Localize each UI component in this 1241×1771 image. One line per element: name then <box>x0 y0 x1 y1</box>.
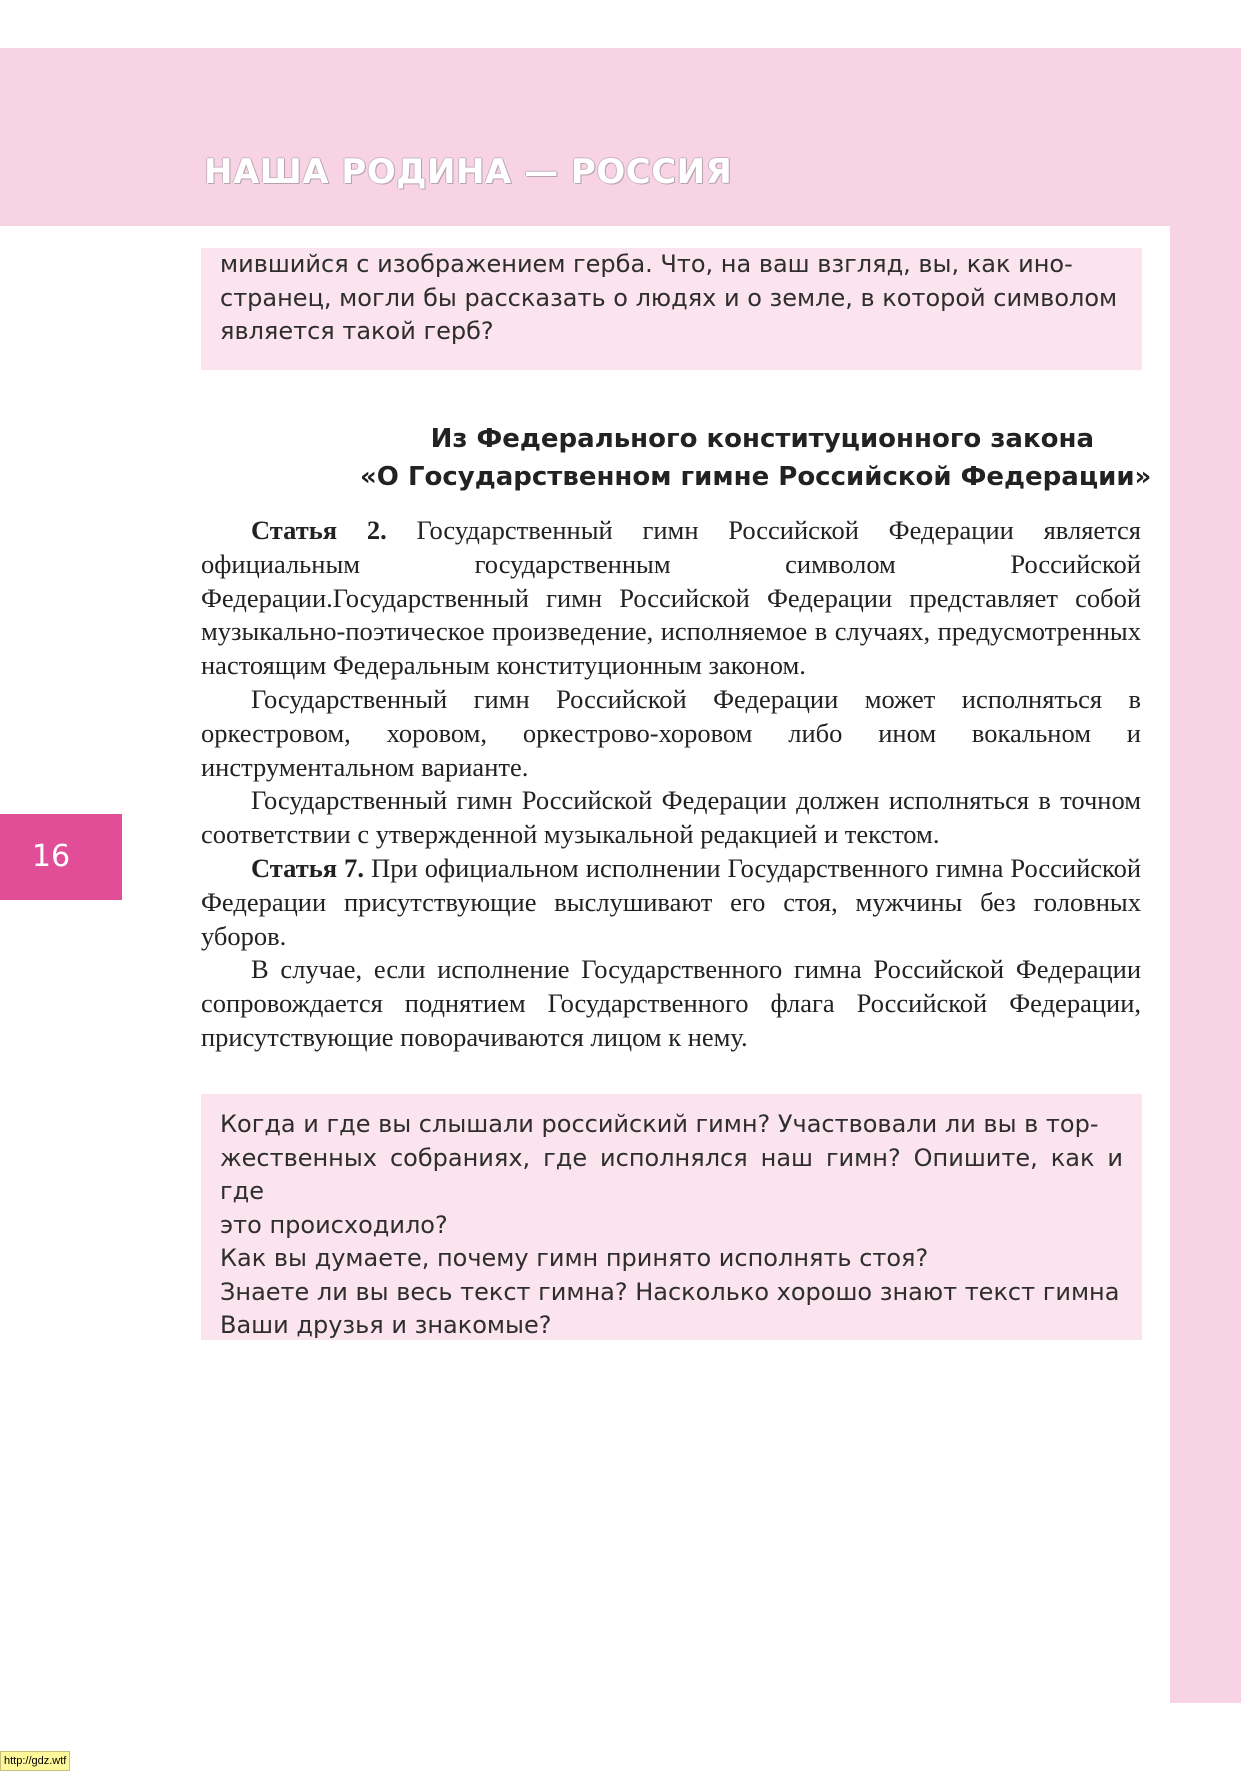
question-line: Знаете ли вы весь текст гимна? Насколько хорошо знают текст гимна <box>220 1277 1120 1306</box>
paragraph-text: Государственный гимн Российской Федерации должен исполняться в точном соответствии с утвержденной музыкальной редакцией и текстом. <box>201 785 1141 850</box>
question-line: является такой герб? <box>220 317 494 345</box>
page-number-tab: 16 <box>0 814 122 900</box>
paragraph-text: При официальном исполнении Государственного гимна Российской Федерации присутствующие выслушивают его стоя, мужчины без головных уборов. <box>201 852 1142 951</box>
article-label: Статья 2. <box>251 515 387 545</box>
law-paragraph <box>201 683 1141 784</box>
law-paragraph <box>201 784 1141 852</box>
law-paragraph <box>201 852 1141 953</box>
law-heading-line-1: Из Федерального конституционного закона <box>430 424 1094 454</box>
header-band <box>0 48 1241 226</box>
question-line: это происходило? <box>220 1210 448 1239</box>
paragraph-text: Государственный гимн Российской Федерации может исполняться в оркестровом, хоровом, оркестрово-хоровом либо ином вокальном и инструментальном варианте. <box>201 683 1141 782</box>
question-line: Как вы думаете, почему гимн принято исполнять стоя? <box>220 1244 929 1272</box>
question-box-bottom <box>201 1094 1142 1340</box>
right-margin-band <box>1170 48 1241 1703</box>
paragraph-text: В случае, если исполнение Государственного гимна Российской Федерации сопровождается поднятием Государственного флага Российской Федерации, присутствующие поворачиваются лицом к нему. <box>201 954 1141 1052</box>
law-heading <box>360 420 1152 496</box>
question-line: странец, могли бы рассказать о людях и о земле, в которой символом <box>220 283 1118 312</box>
law-paragraph <box>201 953 1141 1054</box>
question-box-top <box>201 248 1142 370</box>
paragraph-text: Государственный гимн Российской Федерации является официальным государственным символом Российской Федерации.Государственный гимн Российской Федерации представляет собой музыкально-поэтическое произведение, исполняемое в случаях, предусмотренных настоящим Федеральным конституционным законом. <box>201 515 1142 681</box>
law-text <box>201 514 1141 1055</box>
watermark-link[interactable]: http://gdz.wtf <box>0 1751 70 1771</box>
question-line: мившийся с изображением герба. Что, на ваш взгляд, вы, как ино- <box>220 250 1073 278</box>
law-paragraph <box>201 514 1141 683</box>
chapter-title: НАША РОДИНА — РОССИЯ <box>204 152 733 192</box>
law-heading-line-2: «О Государственном гимне Российской Федерации» <box>360 462 1152 492</box>
question-line: жественных собраниях, где исполнялся наш гимн? Опишите, как и где <box>220 1143 1123 1205</box>
article-label: Статья 7. <box>251 852 365 883</box>
question-line: Ваши друзья и знакомые? <box>220 1311 552 1339</box>
question-line: Когда и где вы слышали российский гимн? Участвовали ли вы в тор- <box>220 1110 1099 1138</box>
